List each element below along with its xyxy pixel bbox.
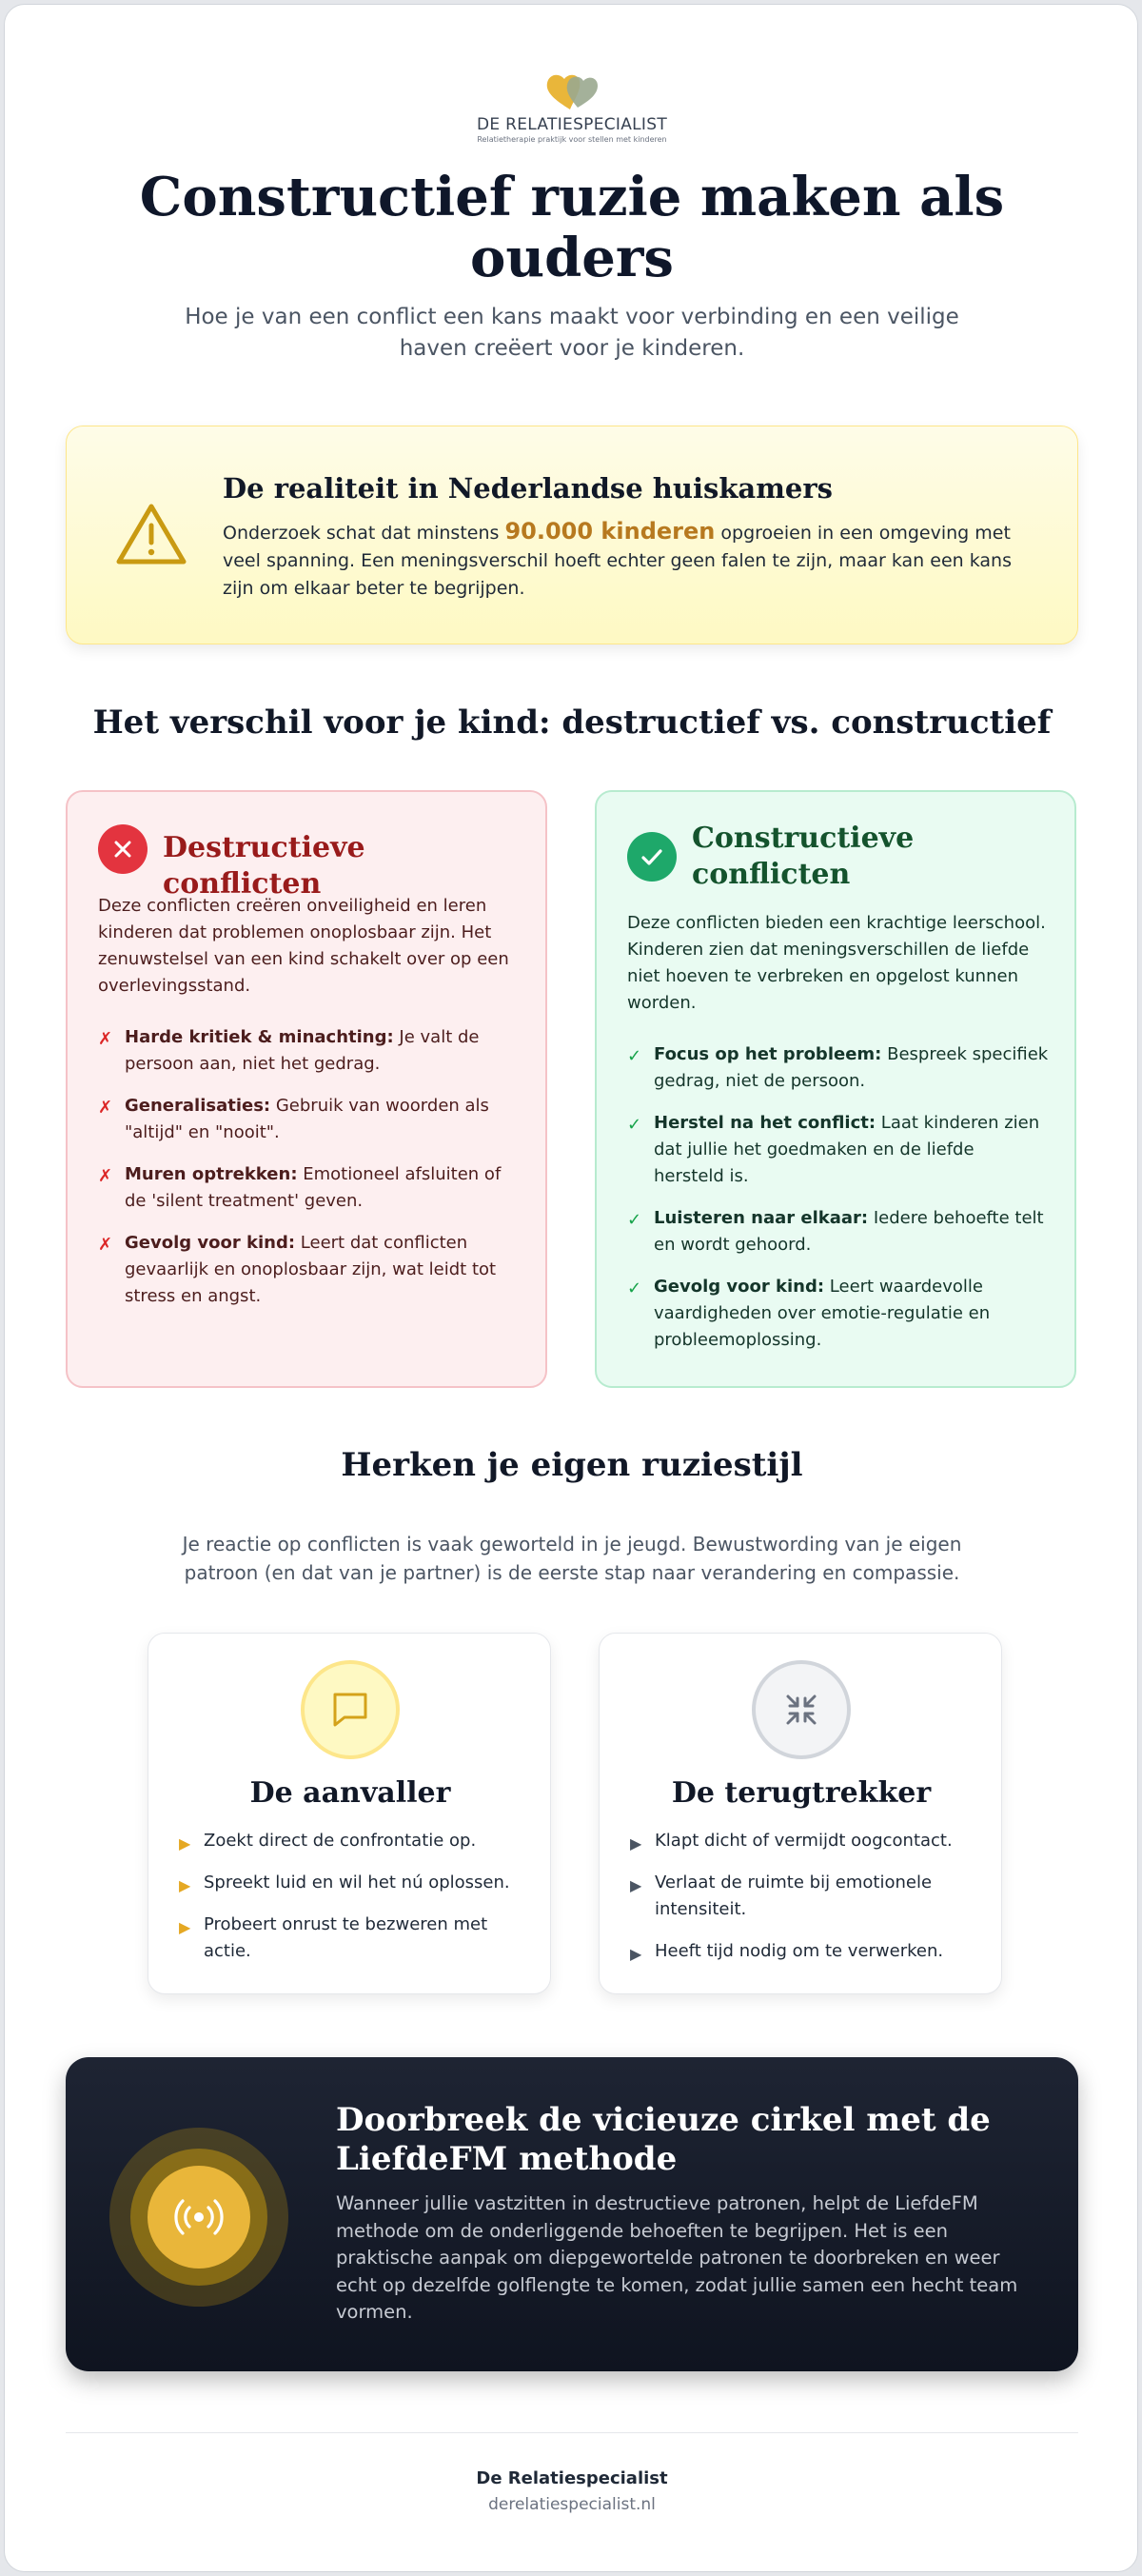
list-item: ▶ Zoekt direct de confrontatie op. <box>179 1828 531 1854</box>
page-subtitle: Hoe je van een conflict een kans maakt voor verbinding en een veilige haven creëert voor je kinderen. <box>185 305 959 361</box>
withdrawer-card <box>599 1633 1002 1994</box>
list-item: ▶ Heeft tijd nodig om te verwerken. <box>630 1938 982 1965</box>
logo-name: DE RELATIESPECIALIST <box>476 115 668 134</box>
constructive-intro: Deze conflicten bieden een krachtige leerschool. Kinderen zien dat meningsverschillen de liefde niet hoeven te verbreken en opgelost kunnen worden. <box>627 913 1046 1013</box>
constructive-title: Constructieve conflicten <box>692 822 915 891</box>
styles-title: Herken je eigen ruziestijl <box>341 1446 803 1484</box>
footer-divider <box>66 2432 1078 2433</box>
list-item: ▶ Spreekt luid en wil het nú oplossen. <box>179 1870 531 1896</box>
triangle-bullet-icon: ▶ <box>179 1834 191 1853</box>
list-item: ✓ Luisteren naar elkaar: Iedere behoefte telt en wordt gehoord. <box>627 1208 1044 1255</box>
attacker-title: De aanvaller <box>249 1776 451 1810</box>
list-item: ✓ Focus op het probleem: Bespreek specifiek gedrag, niet de persoon. <box>627 1044 1049 1091</box>
reality-card <box>66 426 1078 644</box>
list-item: ✗ Gevolg voor kind: Leert dat conflicten gevaarlijk en onoplosbaar zijn, wat leidt tot stress en angst. <box>98 1233 497 1306</box>
triangle-bullet-icon: ▶ <box>630 1945 642 1963</box>
withdrawer-title: De terugtrekker <box>671 1776 932 1810</box>
styles-intro: Je reactie op conflicten is vaak geworteld in je jeugd. Bewustwording van je eigen patroon (en dat van je partner) is de eerste stap naar verandering en compassie. <box>182 1533 962 1584</box>
cta-text: Wanneer jullie vastzitten in destructieve patronen, helpt de LiefdeFM methode om de onderliggende behoeften te begrijpen. Het is een praktische aanpak om diepgewortelde patronen te doorbreken en weer echt op dezelfde golflengte te komen, zodat jullie samen een hecht team vormen. <box>336 2192 1018 2323</box>
page-title: Constructief ruzie maken als ouders <box>139 166 1005 289</box>
cta-banner <box>66 2057 1078 2371</box>
list-item: ✓ Herstel na het conflict: Laat kinderen zien dat jullie het goedmaken en de liefde hersteld is. <box>627 1113 1040 1186</box>
list-item: ✗ Harde kritiek & minachting: Je valt de persoon aan, niet het gedrag. <box>98 1027 480 1074</box>
destructive-title: Destructieve conflicten <box>163 831 365 901</box>
cta-title: Doorbreek de vicieuze cirkel met de LiefdeFM methode <box>336 2101 991 2178</box>
constructive-card <box>595 790 1076 1388</box>
warning-icon <box>114 501 188 567</box>
list-item: ✗ Generalisaties: Gebruik van woorden als "altijd" en "nooit". <box>98 1096 489 1142</box>
reality-title: De realiteit in Nederlandse huiskamers <box>223 472 833 505</box>
check-icon: ✓ <box>627 1278 642 1298</box>
reality-text: Onderzoek schat dat minstens 90.000 kinderen opgroeien in een omgeving met veel spanning. Een meningsverschil hoeft echter geen falen te zijn, maar kan een kans zijn om elkaar beter te begrijpen. <box>223 518 1012 599</box>
attacker-list <box>179 1828 531 1980</box>
constructive-list <box>627 1041 1050 1369</box>
logo[interactable] <box>5 69 1138 144</box>
triangle-bullet-icon: ▶ <box>179 1918 191 1936</box>
check-circle-icon <box>627 832 677 882</box>
cross-icon: ✗ <box>98 1098 113 1118</box>
cross-icon: ✗ <box>98 1166 113 1186</box>
reality-highlight: 90.000 kinderen <box>504 518 716 545</box>
list-item: ▶ Verlaat de ruimte bij emotionele intensiteit. <box>630 1873 933 1919</box>
withdrawer-list <box>630 1828 982 1980</box>
footer-brand: De Relatiespecialist <box>476 2468 668 2488</box>
list-item: ✗ Muren optrekken: Emotioneel afsluiten of de 'silent treatment' geven. <box>98 1164 502 1211</box>
list-item: ✓ Gevolg voor kind: Leert waardevolle vaardigheden over emotie-regulatie en probleemoplossing. <box>627 1277 991 1350</box>
triangle-bullet-icon: ▶ <box>630 1834 642 1853</box>
footer-link[interactable]: derelatiespecialist.nl <box>488 2495 656 2514</box>
page-frame <box>4 4 1138 2572</box>
logo-tagline: Relatietherapie praktijk voor stellen met kinderen <box>477 135 667 144</box>
triangle-bullet-icon: ▶ <box>630 1876 642 1894</box>
destructive-intro: Deze conflicten creëren onveiligheid en leren kinderen dat problemen onoplosbaar zijn. Het zenuwstelsel van een kind schakelt over op een overlevingsstand. <box>98 896 509 996</box>
check-icon: ✓ <box>627 1115 642 1135</box>
list-item: ▶ Probeert onrust te bezweren met actie. <box>179 1914 488 1961</box>
check-icon: ✓ <box>627 1210 642 1230</box>
broadcast-icon <box>148 2166 250 2269</box>
list-item: ▶ Klapt dicht of vermijdt oogcontact. <box>630 1828 982 1854</box>
destructive-card <box>66 790 547 1388</box>
speech-bubble-icon <box>301 1660 400 1759</box>
triangle-bullet-icon: ▶ <box>179 1876 191 1894</box>
cross-icon: ✗ <box>98 1235 113 1255</box>
logo-hearts-icon <box>541 69 602 113</box>
comparison-title: Het verschil voor je kind: destructief vs. constructief <box>92 703 1052 742</box>
cross-icon: ✗ <box>98 1029 113 1049</box>
minimize-icon <box>752 1660 851 1759</box>
destructive-list <box>98 1024 521 1325</box>
x-circle-icon <box>98 824 148 874</box>
attacker-card <box>148 1633 551 1994</box>
check-icon: ✓ <box>627 1046 642 1066</box>
